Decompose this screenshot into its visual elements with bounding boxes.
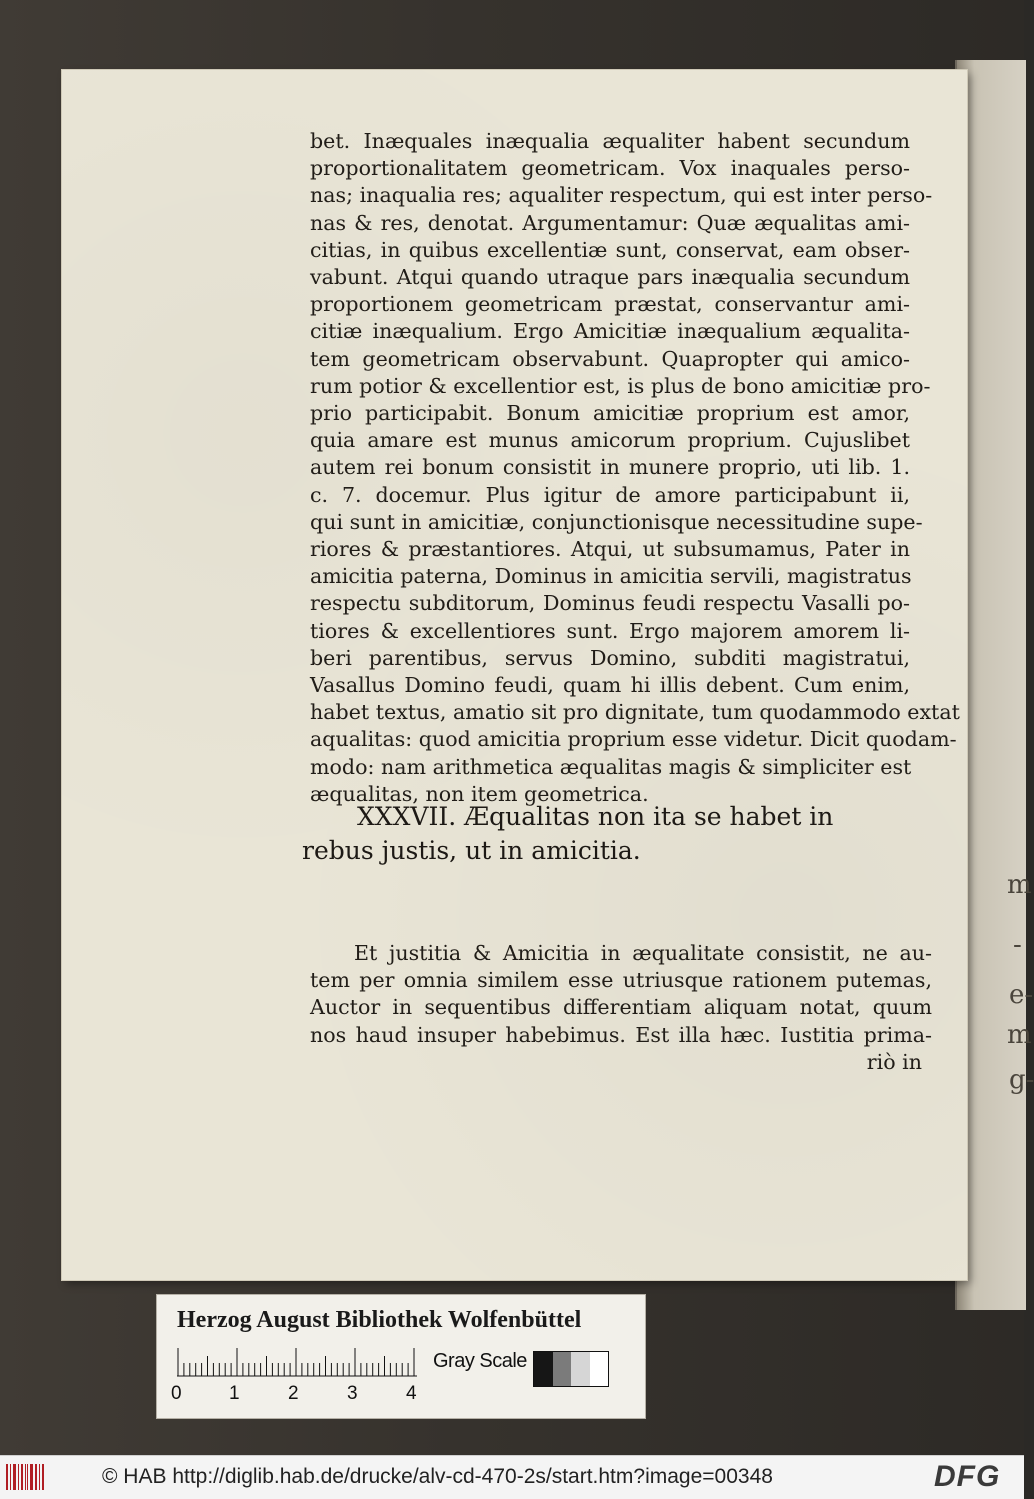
next-page-fragment: g-: [1009, 1065, 1034, 1095]
text-line: quia amare est munus amicorum proprium. Cujuslibet: [310, 428, 910, 453]
dfg-logo: DFG: [934, 1460, 1001, 1493]
gray-patch: [590, 1352, 609, 1386]
color-target-card: [156, 1294, 646, 1419]
text-line: æqualitas, non item geometrica.: [310, 781, 649, 806]
text-line: Et justitia & Amicitia in æqualitate consistit, ne au-: [354, 941, 932, 965]
next-page-fragment: e-: [1009, 980, 1034, 1010]
text-line: bet. Inæquales inæqualia æqualiter habent secundum: [310, 129, 910, 153]
text-line: nas & res, denotat. Argumentamur: Quæ æqualitas ami-: [310, 210, 910, 235]
body-paragraph-2: [310, 940, 932, 1076]
text-line: proportionem geometricam præstat, conservantur ami-: [310, 292, 910, 317]
ruler-number: 4: [406, 1383, 417, 1404]
footer-bar: [0, 1455, 1024, 1499]
text-line: citias, in quibus excellentiæ sunt, conservat, eam obser-: [310, 237, 910, 262]
barcode-stripe: [42, 1464, 44, 1490]
ruler-number: 3: [347, 1383, 358, 1404]
barcode-stripe: [25, 1464, 26, 1490]
barcode-stripe: [21, 1464, 23, 1490]
text-line: qui sunt in amicitiæ, conjunctionisque necessitudine supe-: [310, 509, 923, 534]
text-line: citiæ inæqualium. Ergo Amicitiæ inæqualium æqualita-: [310, 319, 910, 344]
gray-patch: [553, 1352, 572, 1386]
heading-line: XXXVII. Æqualitas non ita se habet in: [357, 802, 834, 831]
text-line: nas; inaqualia res; aqualiter respectum, qui est inter perso-: [310, 183, 933, 208]
barcode-stripe: [10, 1464, 11, 1490]
text-line: Vasallus Domino feudi, quam hi illis debent. Cum enim,: [310, 673, 910, 698]
gray-scale-label: Gray Scale: [433, 1350, 527, 1372]
barcode-stripe: [27, 1464, 28, 1490]
ruler-number: 2: [288, 1383, 299, 1404]
next-page-fragment: m: [1007, 1020, 1032, 1050]
text-line: tem geometricam observabunt. Quapropter qui amico-: [310, 346, 910, 371]
catchword: riò in: [866, 1049, 922, 1074]
text-line: nos haud insuper habebimus. Est illa hæc. Iustitia prima-: [310, 1022, 932, 1047]
book-page: [62, 70, 967, 1280]
barcode-stripe: [13, 1464, 16, 1490]
text-line: autem rei bonum consistit in munere proprio, uti lib. 1.: [310, 455, 910, 480]
library-name: Herzog August Bibliothek Wolfenbüttel: [177, 1307, 582, 1333]
text-line: c. 7. docemur. Plus igitur de amore participabunt ii,: [310, 482, 910, 507]
measurement-ruler: [177, 1347, 417, 1377]
copyright-link[interactable]: © HAB http://diglib.hab.de/drucke/alv-cd-470-2s/start.htm?image=00348: [102, 1465, 773, 1488]
next-page-fragment: m: [1007, 870, 1032, 900]
text-line: tem per omnia similem esse utriusque rationem putemas,: [310, 968, 932, 993]
text-line: tiores & excellentiores sunt. Ergo majorem amorem li-: [310, 618, 910, 643]
text-line: beri parentibus, servus Domino, subditi magistratui,: [310, 645, 910, 670]
barcode-stripe: [39, 1464, 40, 1490]
barcode-stripe: [18, 1464, 19, 1490]
barcode-stripe: [6, 1464, 8, 1490]
section-heading: [302, 800, 932, 868]
text-line: aqualitas: quod amicitia proprium esse videtur. Dicit quodam-: [310, 727, 957, 752]
body-paragraph: [310, 128, 960, 808]
heading-line: rebus justis, ut in amicitia.: [302, 836, 641, 865]
text-line: proportionalitatem geometricam. Vox inaquales perso-: [310, 156, 910, 181]
text-line: respectu subditorum, Dominus feudi respectu Vasalli po-: [310, 591, 910, 616]
barcode-stripe: [30, 1464, 33, 1490]
text-line: prio participabit. Bonum amicitiæ proprium est amor,: [310, 401, 910, 426]
text-line: amicitia paterna, Dominus in amicitia servili, magistratus: [310, 564, 912, 589]
text-line: habet textus, amatio sit pro dignitate, tum quodammodo extat: [310, 700, 960, 725]
text-line: rum potior & excellentior est, is plus de bono amicitiæ pro-: [310, 373, 931, 398]
ruler-number: 1: [229, 1383, 240, 1404]
text-line: Auctor in sequentibus differentiam aliquam notat, quum: [310, 995, 932, 1020]
gray-patch: [571, 1352, 590, 1386]
barcode-icon: [6, 1464, 44, 1490]
gray-scale-patches: [533, 1351, 609, 1387]
text-line: riores & præstantiores. Atqui, ut subsumamus, Pater in: [310, 537, 910, 562]
text-line: vabunt. Atqui quando utraque pars inæqualia secundum: [310, 265, 910, 290]
gray-patch: [534, 1352, 553, 1386]
text-line: modo: nam arithmetica æqualitas magis & simpliciter est: [310, 754, 912, 779]
ruler-numbers: [171, 1383, 431, 1407]
next-page-fragment: -: [1013, 930, 1022, 960]
ruler-number: 0: [171, 1383, 182, 1404]
barcode-stripe: [35, 1464, 37, 1490]
